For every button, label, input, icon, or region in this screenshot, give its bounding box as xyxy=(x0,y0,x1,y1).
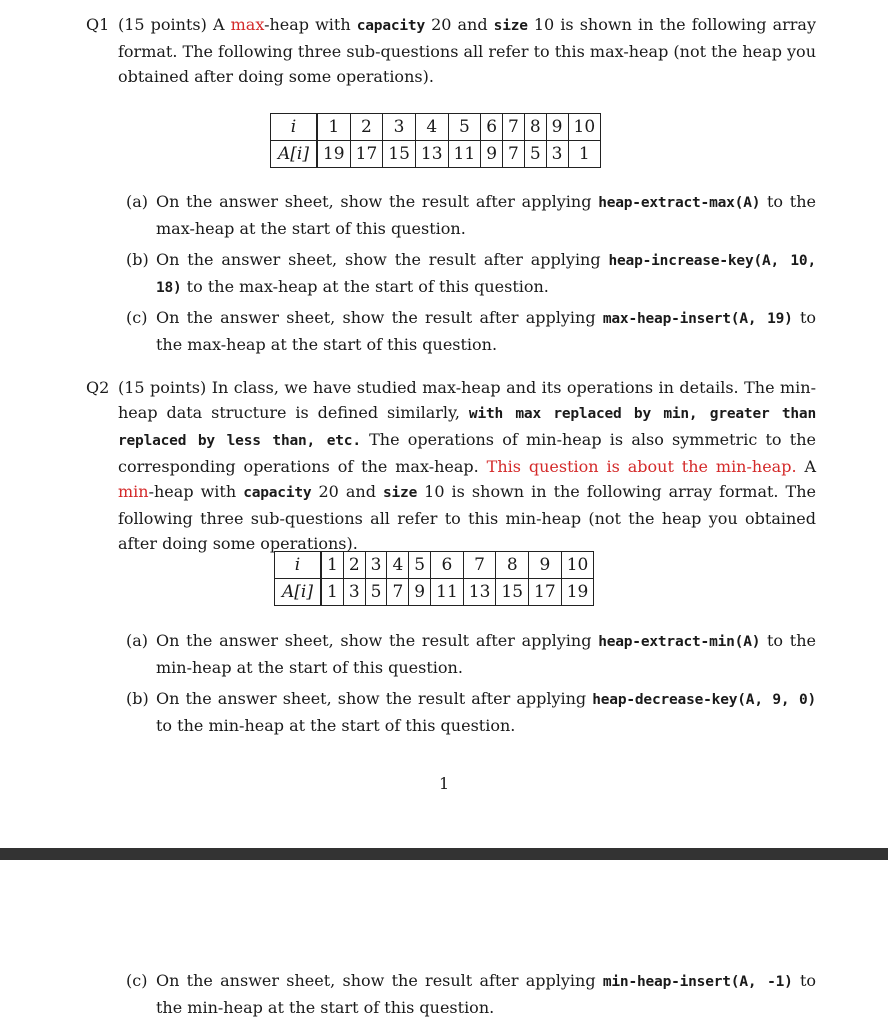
q1-sub-a xyxy=(126,189,816,241)
q2-index-row xyxy=(275,552,594,579)
q2-a-label: A[i] xyxy=(275,579,321,606)
q2-index-cell: 10 xyxy=(561,552,594,579)
q2-index-cell: 9 xyxy=(529,552,562,579)
q1-index-cell: 7 xyxy=(503,114,525,141)
q2-sub-a xyxy=(126,628,816,680)
q1-value-cell: 3 xyxy=(546,141,568,168)
q1-index-cell: 9 xyxy=(546,114,568,141)
q1-array-table xyxy=(270,113,601,168)
sub-code: heap-extract-min(A) xyxy=(598,634,761,650)
q1-index-row xyxy=(271,114,601,141)
q2-array-table xyxy=(274,551,594,606)
q2-index-cell: 7 xyxy=(463,552,496,579)
sub-text: On the answer sheet, show the result after applying xyxy=(156,689,593,708)
q2-capacity-code: capacity xyxy=(243,485,312,501)
q1-text: -heap with xyxy=(264,15,357,34)
q2-sub-b xyxy=(126,686,816,738)
q1-text: 20 and xyxy=(424,15,494,34)
q2-index-cell: 1 xyxy=(321,552,343,579)
q2-size-code: size xyxy=(383,485,418,501)
q1-value-row xyxy=(271,141,601,168)
q1-points: (15 points) xyxy=(118,15,207,34)
q2-value-cell: 7 xyxy=(387,579,409,606)
q2-paragraph xyxy=(86,375,816,556)
q2-value-cell: 3 xyxy=(343,579,365,606)
sub-label: (b) xyxy=(126,250,149,269)
q2-value-cell: 15 xyxy=(496,579,529,606)
sub-code: heap-increase-key(A, 10, 18) xyxy=(156,253,816,296)
sub-label: (a) xyxy=(126,631,149,650)
q2-index-cell: 3 xyxy=(365,552,387,579)
q2-points: (15 points) xyxy=(118,378,207,397)
q1-text: 10 is shown in the following array format. The following three sub-questions all refer to this max-heap (not the heap you obtained after doing some operations). xyxy=(118,15,817,86)
sub-code: heap-decrease-key(A, 9, 0) xyxy=(592,692,817,708)
q2-value-cell: 1 xyxy=(321,579,343,606)
q2-value-cell: 5 xyxy=(365,579,387,606)
q1-value-cell: 1 xyxy=(568,141,601,168)
q1-value-cell: 9 xyxy=(481,141,503,168)
sub-text: to the max-heap at the start of this question. xyxy=(156,192,817,238)
q2-text: A xyxy=(796,457,817,476)
sub-text: On the answer sheet, show the result after applying xyxy=(156,192,599,211)
q1-value-cell: 7 xyxy=(503,141,525,168)
q2-value-cell: 19 xyxy=(561,579,594,606)
q1-value-cell: 13 xyxy=(415,141,448,168)
q2-number: Q2 xyxy=(86,378,110,397)
q1-number: Q1 xyxy=(86,15,110,34)
sub-text: On the answer sheet, show the result after applying xyxy=(156,250,609,269)
sub-text: On the answer sheet, show the result after applying xyxy=(156,971,603,990)
q1-index-cell: 2 xyxy=(350,114,383,141)
sub-label: (c) xyxy=(126,308,148,327)
sub-text: On the answer sheet, show the result after applying xyxy=(156,631,599,650)
q1-sub-b xyxy=(126,247,816,301)
sub-text: to the max-heap at the start of this question. xyxy=(181,277,549,296)
q2-value-cell: 17 xyxy=(529,579,562,606)
q1-index-cell: 1 xyxy=(317,114,350,141)
q1-a-label: A[i] xyxy=(271,141,317,168)
q2-index-cell: 2 xyxy=(343,552,365,579)
q2-text: 20 and xyxy=(311,482,383,501)
q2-text: The operations of min-heap is also symmetric to the corresponding operations of the max-heap. xyxy=(118,430,816,476)
sub-text: to the min-heap at the start of this question. xyxy=(156,716,516,735)
q2-text: 10 is shown in the following array format. The following three sub-questions all refer to this min-heap (not the heap you obtained after doing some operations). xyxy=(118,482,816,553)
q1-index-cell: 3 xyxy=(383,114,416,141)
q1-index-cell: 10 xyxy=(568,114,601,141)
sub-text: to the min-heap at the start of this question. xyxy=(156,971,817,1017)
q2-value-cell: 9 xyxy=(409,579,431,606)
q2-index-cell: 6 xyxy=(431,552,464,579)
q2-value-row xyxy=(275,579,594,606)
sub-text: to the min-heap at the start of this question. xyxy=(156,631,817,677)
q2-min-heap-highlight: This question is about the min-heap. xyxy=(486,457,797,476)
q1-capacity-code: capacity xyxy=(356,18,425,34)
q1-paragraph xyxy=(86,12,816,89)
q2-index-cell: 4 xyxy=(387,552,409,579)
sub-label: (c) xyxy=(126,971,148,990)
q2-replacement-code: with max replaced by min, greater than replaced by less than, etc. xyxy=(118,406,816,449)
sub-label: (a) xyxy=(126,192,149,211)
q2-text: In class, we have studied max-heap and its operations in details. The min-heap data structure is defined similarly, xyxy=(118,378,816,422)
q1-index-cell: 4 xyxy=(415,114,448,141)
sub-text: to the max-heap at the start of this question. xyxy=(156,308,817,354)
sub-label: (b) xyxy=(126,689,149,708)
q2-value-cell: 11 xyxy=(431,579,464,606)
q1-max-highlight: max xyxy=(230,15,265,34)
q2-sub-c xyxy=(126,968,816,1020)
q1-value-cell: 19 xyxy=(317,141,350,168)
sub-text: On the answer sheet, show the result after applying xyxy=(156,308,603,327)
q1-size-code: size xyxy=(493,18,528,34)
sub-code: min-heap-insert(A, -1) xyxy=(602,974,793,990)
q1-index-cell: 5 xyxy=(448,114,481,141)
page-number: 1 xyxy=(439,774,450,793)
q1-index-cell: 8 xyxy=(524,114,546,141)
q2-min-highlight: min xyxy=(118,482,149,501)
q2-value-cell: 13 xyxy=(463,579,496,606)
q1-index-cell: 6 xyxy=(481,114,503,141)
q1-i-label: i xyxy=(271,114,317,141)
q1-value-cell: 17 xyxy=(350,141,383,168)
q1-sub-c xyxy=(126,305,816,357)
sub-code: heap-extract-max(A) xyxy=(598,195,761,211)
q2-index-cell: 5 xyxy=(409,552,431,579)
q1-text: A xyxy=(212,15,231,34)
q2-index-cell: 8 xyxy=(496,552,529,579)
q2-text: -heap with xyxy=(148,482,244,501)
q1-value-cell: 11 xyxy=(448,141,481,168)
q1-value-cell: 15 xyxy=(383,141,416,168)
q1-value-cell: 5 xyxy=(524,141,546,168)
sub-code: max-heap-insert(A, 19) xyxy=(602,311,793,327)
q2-i-label: i xyxy=(275,552,321,579)
page-divider xyxy=(0,848,888,860)
